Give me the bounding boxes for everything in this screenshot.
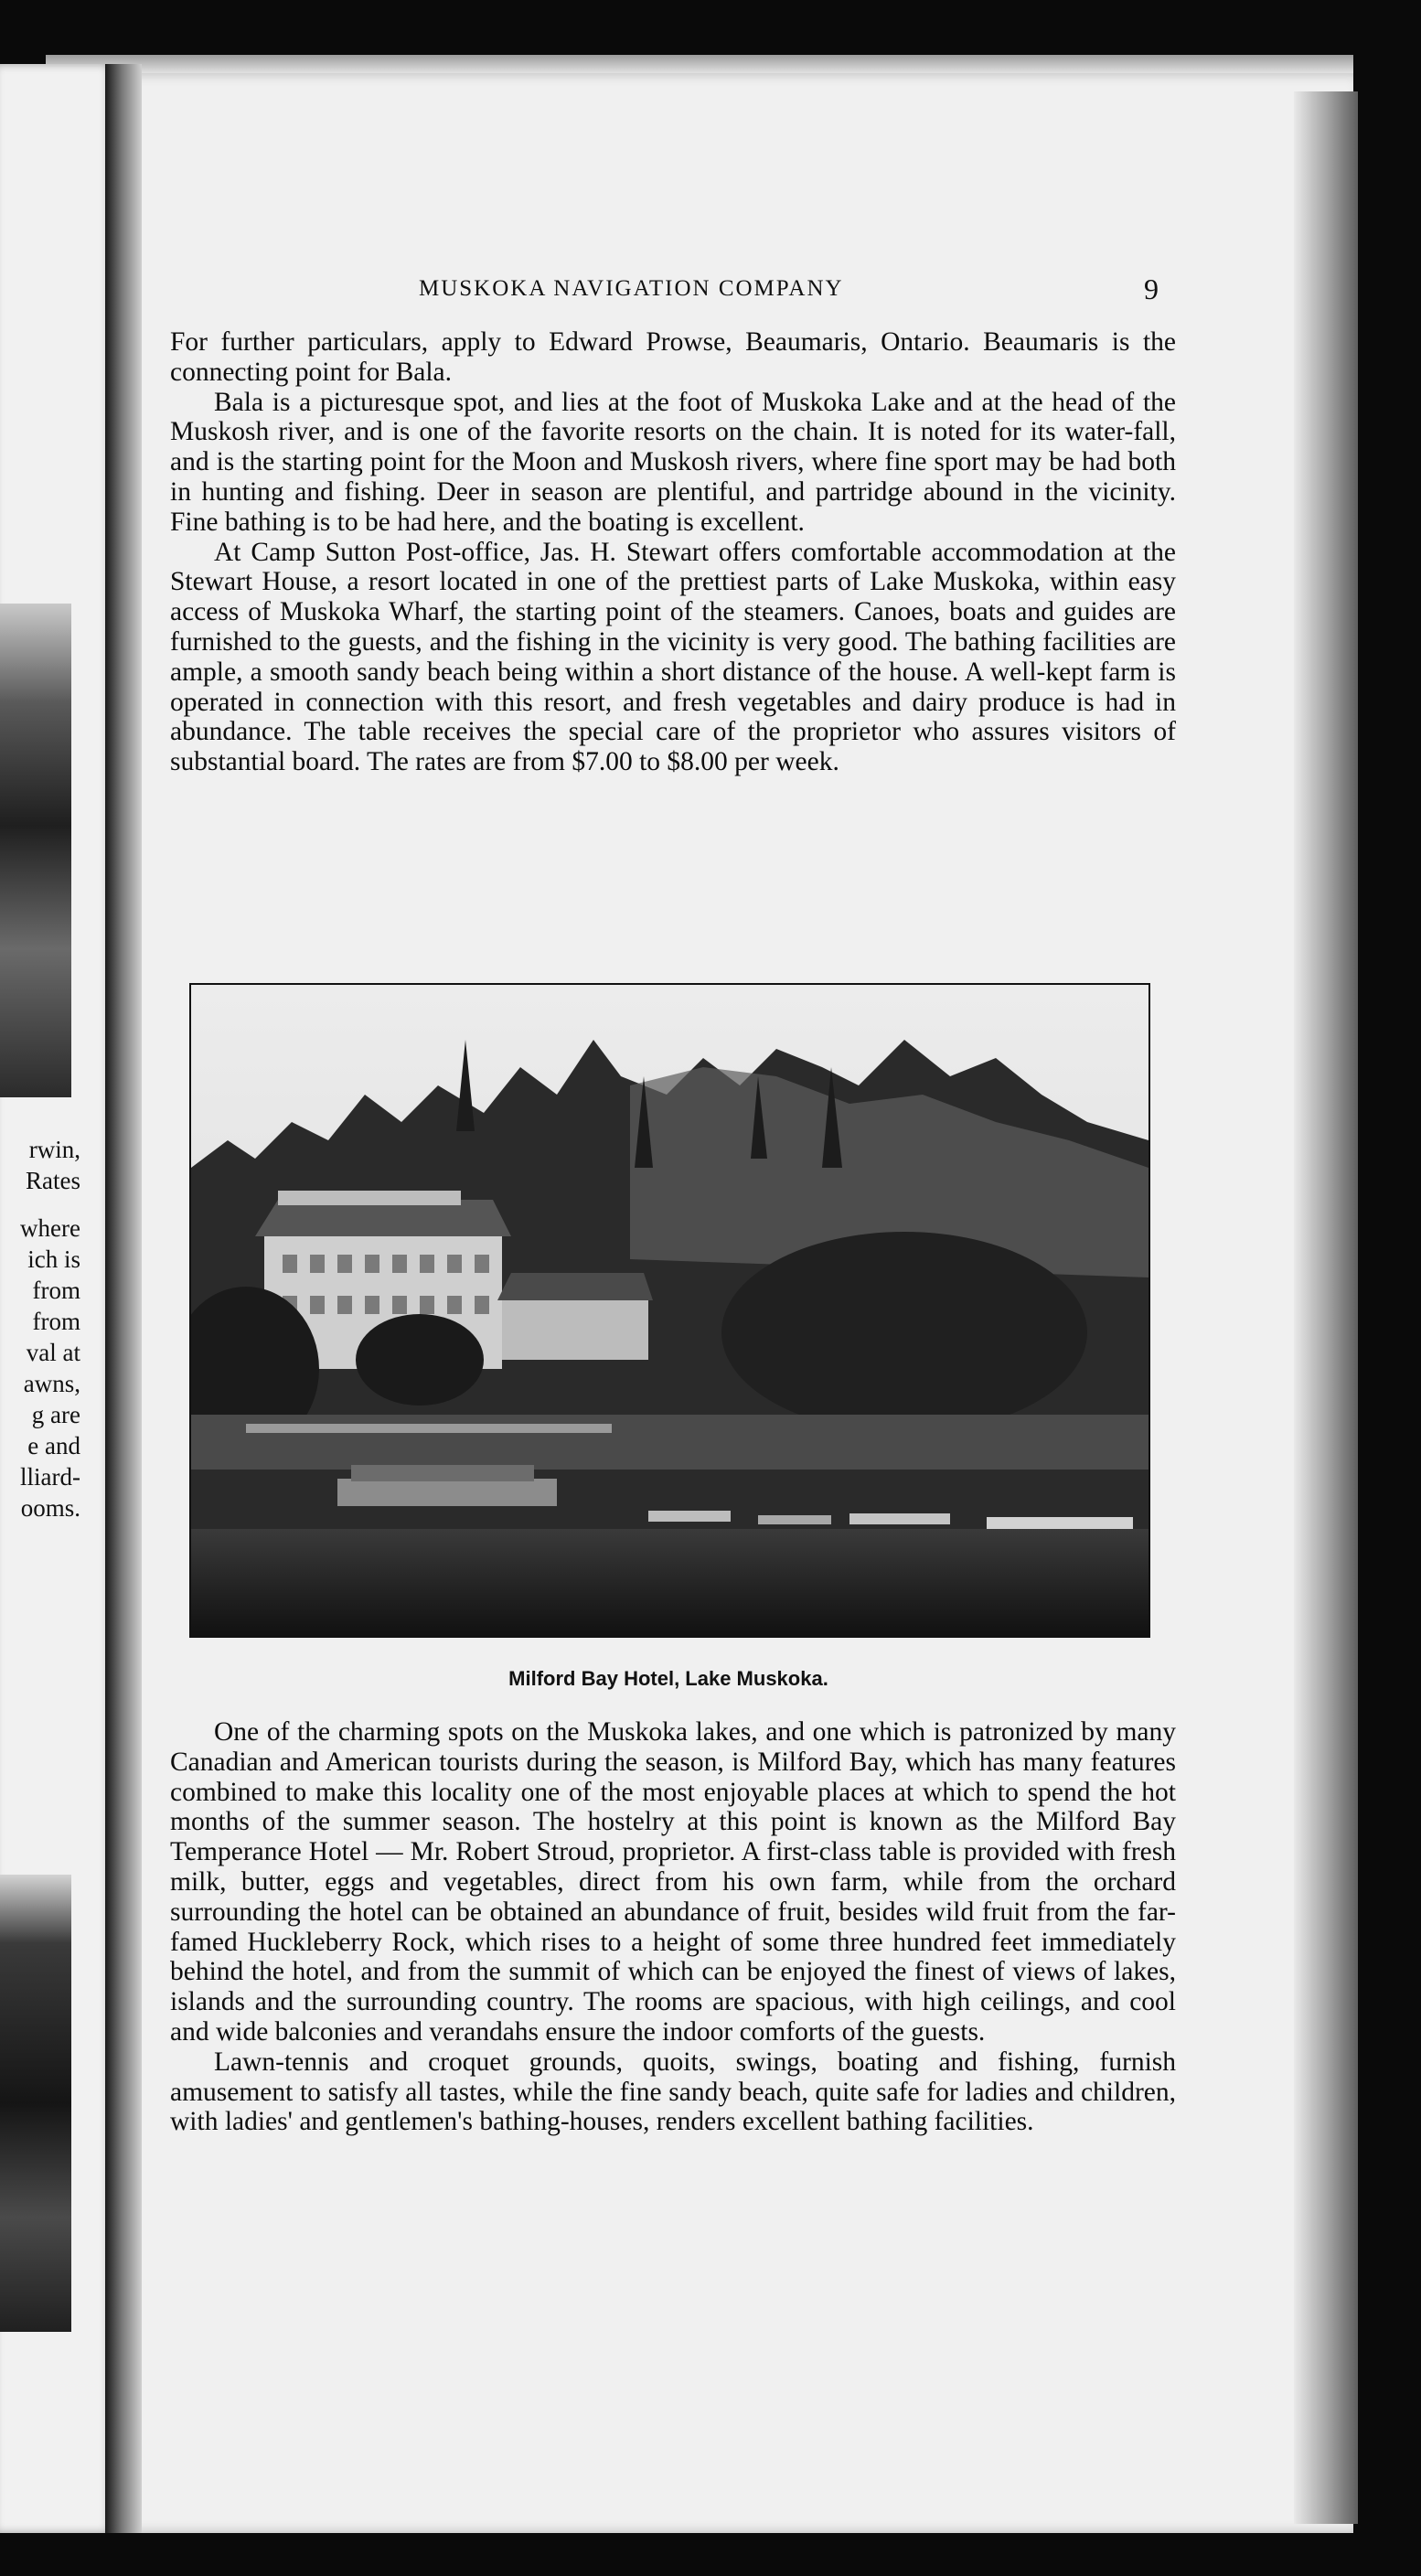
- left-fragment-gap: [0, 1196, 80, 1213]
- left-fragment: from: [32, 1308, 80, 1335]
- running-head: MUSKOKA NAVIGATION COMPANY: [419, 276, 844, 301]
- left-fragment: ooms.: [20, 1494, 80, 1522]
- left-adjacent-page: [0, 64, 114, 2533]
- left-fragment: rwin,: [28, 1136, 80, 1163]
- page-number: 9: [1144, 273, 1159, 305]
- upper-text-block: [170, 327, 1176, 777]
- paragraph: One of the charming spots on the Muskoka lakes, and one which is patronized by many Canadian and American tourists during the season, is Milford Bay, which has many features combined to make this locality one of the most enjoyable places at which to spend the hot months of the summer season. The hostelry at this point is known as the Milford Bay Temperance Hotel — Mr. Robert Stroud, proprietor. A first-class table is provided with fresh milk, butter, eggs and vegetables, direct from his own farm, while from the orchard surrounding the hotel can be obtained an abundance of fruit, besides wild fruit from the far-famed Huckleberry Rock, which rises to a height of some three hundred feet immediately behind the hotel, and from the summit of which can be enjoyed the finest of views of lakes, islands and the surrounding country. The rooms are spacious, with high ceilings, and cool and wide balconies and verandahs ensure the indoor comforts of the guests.: [170, 1717, 1176, 2047]
- left-fragment: ich is: [27, 1245, 80, 1273]
- hotel-photograph: [189, 983, 1150, 1638]
- left-fragment: awns,: [23, 1370, 80, 1397]
- left-page-photo-upper: [0, 604, 71, 1097]
- left-page-photo-lower: [0, 1875, 71, 2332]
- left-fragment: lliard-: [20, 1463, 80, 1491]
- paragraph: Lawn-tennis and croquet grounds, quoits, swings, boating and fishing, furnish amusement to satisfy all tastes, while the fine sandy beach, quite safe for ladies and children, with ladies' and gentlemen's bathing-houses, renders excellent bathing facilities.: [170, 2047, 1176, 2137]
- left-fragment: val at: [26, 1339, 80, 1366]
- page-right-edge: [1294, 91, 1358, 2524]
- left-fragment: Rates: [26, 1167, 80, 1194]
- left-fragment: e and: [27, 1432, 80, 1459]
- lower-text-block: [170, 1717, 1176, 2137]
- left-fragment: g are: [31, 1401, 80, 1428]
- paragraph: At Camp Sutton Post-office, Jas. H. Stewart offers comfortable accommodation at the Stewart House, a resort located in one of the prettiest parts of Lake Muskoka, within easy access of Muskoka Wharf, the starting point of the steamers. Canoes, boats and guides are furnished to the guests, and the fishing in the vicinity is very good. The bathing facilities are ample, a smooth sandy beach being within a short distance of the house. A well-kept farm is operated in connection with this resort, and fresh vegetables and dairy produce is had in abundance. The table receives the special care of the proprietor who assures visitors of substantial board. The rates are from $7.00 to $8.00 per week.: [170, 537, 1176, 777]
- left-fragment: where: [20, 1214, 80, 1242]
- page-top-edge: [46, 55, 1353, 75]
- left-page-text-fragments: [0, 1134, 80, 1523]
- paragraph: Bala is a picturesque spot, and lies at the foot of Muskoka Lake and at the head of the Muskosh river, and is one of the favorite resorts on the chain. It is noted for its water-fall, and is the starting point for the Moon and Muskosh rivers, where fine sport may be had both in hunting and fishing. Deer in season are plentiful, and partridge abound in the vicinity. Fine bathing is to be had here, and the boating is excellent.: [170, 387, 1176, 537]
- paragraph: For further particulars, apply to Edward Prowse, Beaumaris, Ontario. Beaumaris is the connecting point for Bala.: [170, 327, 1176, 387]
- photo-caption: Milford Bay Hotel, Lake Muskoka.: [508, 1667, 828, 1690]
- book-spine: [105, 64, 142, 2533]
- left-fragment: from: [32, 1277, 80, 1304]
- hotel-photo-illustration: [191, 985, 1149, 1636]
